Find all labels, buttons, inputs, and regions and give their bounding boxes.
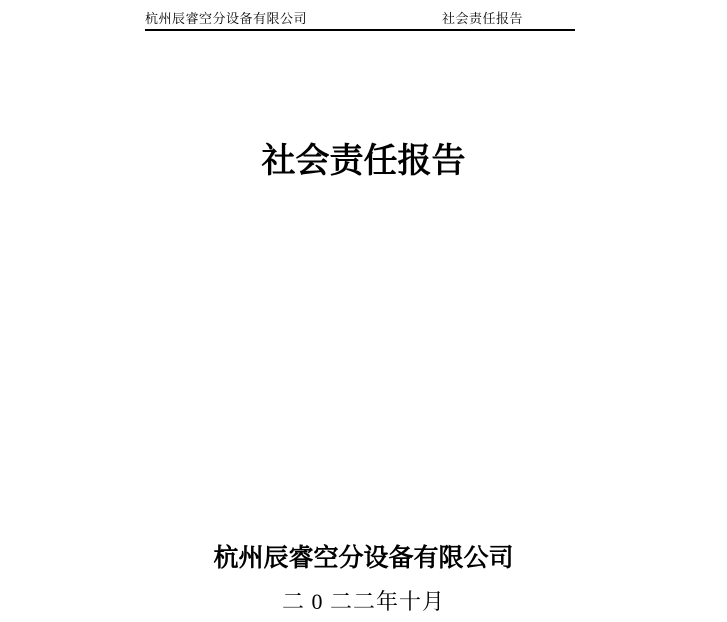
header-right-text: 社会责任报告 bbox=[441, 11, 523, 26]
report-date: 二 0 二二年十月 bbox=[281, 589, 445, 614]
header-left-text: 杭州辰睿空分设备有限公司 bbox=[145, 11, 308, 26]
report-title: 社会责任报告 bbox=[261, 142, 466, 180]
page-header-row bbox=[145, 12, 575, 26]
company-name: 杭州辰睿空分设备有限公司 bbox=[213, 545, 514, 572]
page-header bbox=[145, 0, 575, 31]
